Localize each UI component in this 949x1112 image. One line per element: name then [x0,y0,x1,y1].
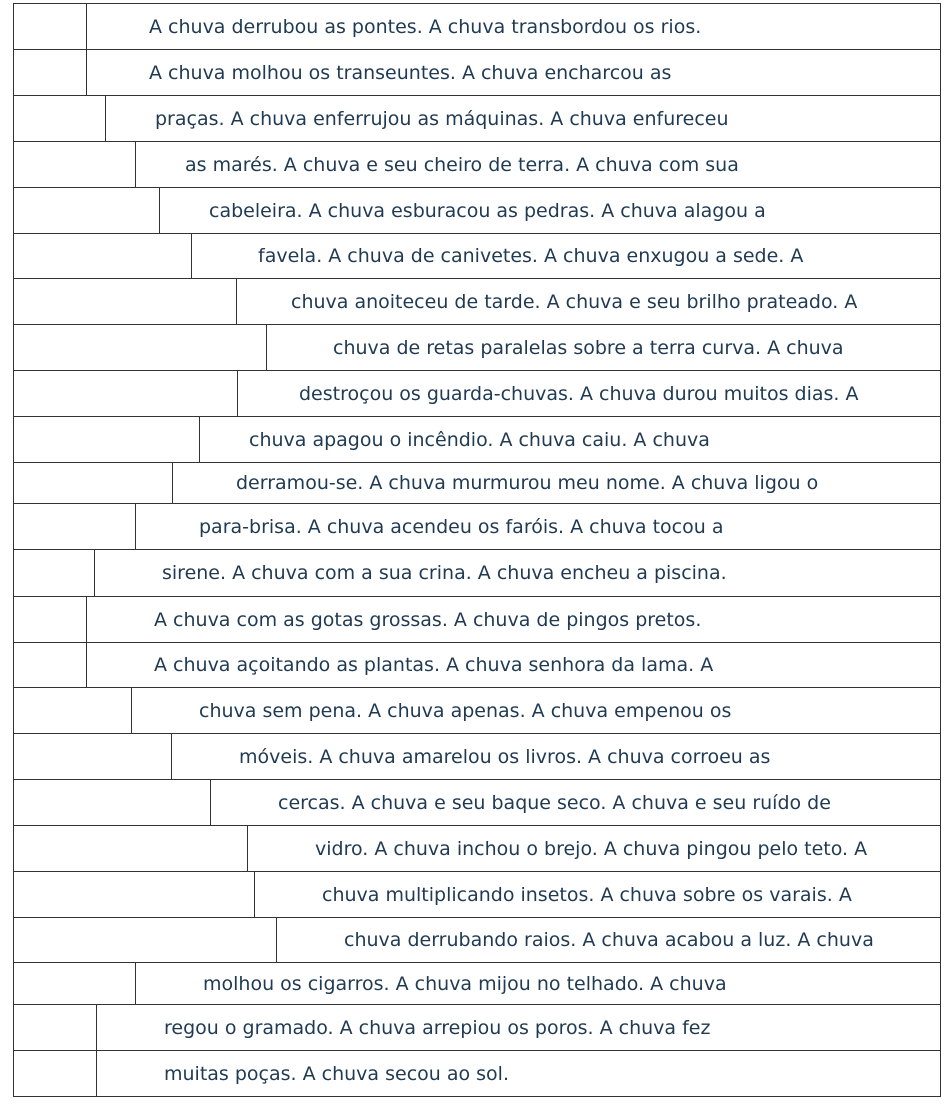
poem-line-text: A chuva com as gotas grossas. A chuva de pingos pretos. [154,608,702,631]
column-divider [131,688,132,733]
poem-line-text: móveis. A chuva amarelou os livros. A chuva corroeu as [239,745,771,768]
poem-line-text: derramou-se. A chuva murmurou meu nome. A chuva ligou o [236,472,819,494]
poem-line-row [14,462,940,503]
column-divider [159,188,160,233]
poem-line-row [14,825,940,871]
poem-line-row [14,733,940,779]
column-divider [266,325,267,370]
poem-line-row [14,141,940,187]
poem-line-row [14,1004,940,1050]
poem-line-row [14,871,940,917]
column-divider [96,1051,97,1097]
poem-line-text: favela. A chuva de canivetes. A chuva enxugou a sede. A [258,245,804,267]
column-divider [135,504,136,549]
column-divider [199,417,200,462]
poem-line-text: A chuva molhou os transeuntes. A chuva encharcou as [149,61,672,84]
poem-line-row [14,95,940,141]
poem-line-text: A chuva derrubou as pontes. A chuva transbordou os rios. [149,15,702,38]
column-divider [86,50,87,95]
column-divider [135,963,136,1004]
column-divider [172,463,173,503]
poem-line-text: cabeleira. A chuva esburacou as pedras. A chuva alagou a [209,199,766,222]
column-divider [135,142,136,187]
column-divider [210,780,211,825]
poem-line-row [14,596,940,642]
poem-line-text: chuva sem pena. A chuva apenas. A chuva empenou os [199,699,732,722]
poem-line-row [14,324,940,370]
poem-line-row [14,4,940,49]
poem-line-row [14,503,940,549]
column-divider [191,234,192,278]
column-divider [94,550,95,596]
poem-line-text: molhou os cigarros. A chuva mijou no telhado. A chuva [203,972,727,995]
poem-line-row [14,962,940,1004]
poem-line-text: praças. A chuva enferrujou as máquinas. A chuva enfureceu [155,107,729,130]
poem-line-text: regou o gramado. A chuva arrepiou os poros. A chuva fez [164,1016,711,1039]
poem-line-row [14,49,940,95]
poem-line-text: cercas. A chuva e seu baque seco. A chuva e seu ruído de [278,791,831,814]
poem-line-text: destroçou os guarda-chuvas. A chuva durou muitos dias. A [299,382,859,405]
poem-line-text: chuva de retas paralelas sobre a terra curva. A chuva [333,336,844,359]
poem-line-text: muitas poças. A chuva secou ao sol. [164,1063,509,1085]
column-divider [171,734,172,779]
column-divider [237,371,238,416]
poem-line-row [14,370,940,416]
column-divider [86,643,87,687]
column-divider [276,918,277,962]
poem-line-row [14,687,940,733]
poem-line-text: chuva apagou o incêndio. A chuva caiu. A chuva [249,428,710,451]
poem-line-text: chuva anoiteceu de tarde. A chuva e seu brilho prateado. A [291,290,858,313]
column-divider [96,1005,97,1050]
poem-line-row [14,917,940,962]
poem-line-row [14,416,940,462]
poem-line-text: A chuva açoitando as plantas. A chuva senhora da lama. A [154,654,714,676]
poem-line-row [14,187,940,233]
poem-line-row [14,233,940,278]
column-divider [86,597,87,642]
column-divider [86,4,87,49]
poem-line-row [14,1050,940,1097]
poem-line-text: chuva derrubando raios. A chuva acabou a luz. A chuva [344,929,874,951]
column-divider [236,279,237,324]
poem-line-text: chuva multiplicando insetos. A chuva sobre os varais. A [322,883,852,906]
poem-line-row [14,779,940,825]
poem-line-text: sirene. A chuva com a sua crina. A chuva encheu a piscina. [162,562,727,584]
poem-line-row [14,642,940,687]
poem-line-text: para-brisa. A chuva acendeu os faróis. A chuva tocou a [199,515,724,538]
poem-line-text: as marés. A chuva e seu cheiro de terra. A chuva com sua [185,153,739,176]
poem-table [13,3,941,1097]
poem-line-row [14,278,940,324]
column-divider [105,96,106,141]
poem-line-row [14,549,940,596]
column-divider [247,826,248,871]
poem-line-text: vidro. A chuva inchou o brejo. A chuva pingou pelo teto. A [315,837,868,860]
column-divider [254,872,255,917]
